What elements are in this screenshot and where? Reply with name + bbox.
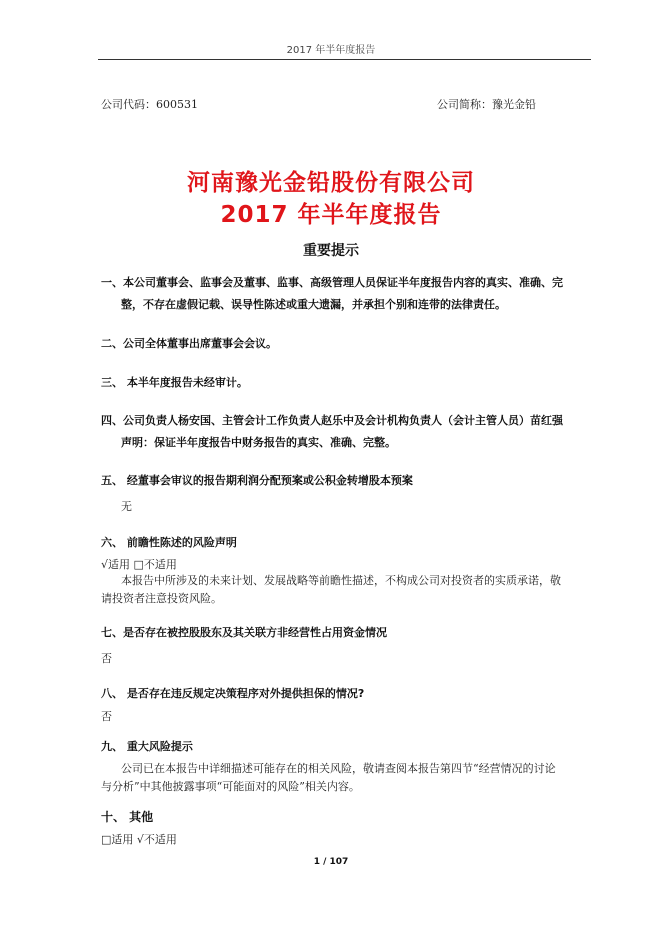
company-short-name: 公司简称：豫光金铅 bbox=[437, 98, 536, 111]
notice-item-2: 二、公司全体董事出席董事会会议。 bbox=[101, 337, 277, 350]
notice-item-9: 九、 重大风险提示 bbox=[101, 740, 193, 753]
running-header: 2017 年半年度报告 bbox=[286, 45, 376, 56]
notice-heading: 重要提示 bbox=[303, 243, 359, 259]
notice-item-10: 十、 其他 bbox=[101, 810, 154, 824]
notice-item-9-body-cont: 与分析”中其他披露事项“可能面对的风险”相关内容。 bbox=[101, 780, 360, 793]
company-name-title: 河南豫光金铅股份有限公司 bbox=[187, 170, 475, 196]
notice-item-1-cont: 整，不存在虚假记载、误导性陈述或重大遗漏，并承担个别和连带的法律责任。 bbox=[121, 298, 506, 311]
notice-item-5-body: 无 bbox=[121, 500, 132, 513]
report-name-title: 2017 年半年度报告 bbox=[220, 202, 442, 228]
notice-item-3: 三、 本半年度报告未经审计。 bbox=[101, 376, 248, 389]
notice-item-7: 七、是否存在被控股股东及其关联方非经营性占用资金情况 bbox=[101, 626, 387, 639]
notice-item-6-body: 本报告中所涉及的未来计划、发展战略等前瞻性描述，不构成公司对投资者的实质承诺，敬 bbox=[121, 574, 561, 587]
notice-item-7-body: 否 bbox=[101, 652, 112, 665]
notice-item-10-options: □适用 √不适用 bbox=[101, 833, 177, 846]
company-code: 公司代码：600531 bbox=[101, 98, 198, 111]
header-rule bbox=[98, 59, 591, 60]
notice-item-9-body: 公司已在本报告中详细描述可能存在的相关风险，敬请查阅本报告第四节“经营情况的讨论 bbox=[121, 762, 556, 775]
notice-item-6-body-cont: 请投资者注意投资风险。 bbox=[101, 592, 222, 605]
page-number: 1 / 107 bbox=[313, 857, 349, 867]
notice-item-4: 四、公司负责人杨安国、主管会计工作负责人赵乐中及会计机构负责人（会计主管人员）苗红强 bbox=[101, 414, 563, 427]
notice-item-1: 一、本公司董事会、监事会及董事、监事、高级管理人员保证半年度报告内容的真实、准确、完 bbox=[101, 276, 563, 289]
notice-item-8: 八、 是否存在违反规定决策程序对外提供担保的情况? bbox=[101, 687, 365, 700]
notice-item-6: 六、 前瞻性陈述的风险声明 bbox=[101, 536, 237, 549]
notice-item-5: 五、 经董事会审议的报告期利润分配预案或公积金转增股本预案 bbox=[101, 474, 413, 487]
notice-item-6-options: √适用 □不适用 bbox=[101, 558, 177, 571]
notice-item-4-cont: 声明：保证半年度报告中财务报告的真实、准确、完整。 bbox=[121, 436, 396, 449]
notice-item-8-body: 否 bbox=[101, 710, 112, 723]
